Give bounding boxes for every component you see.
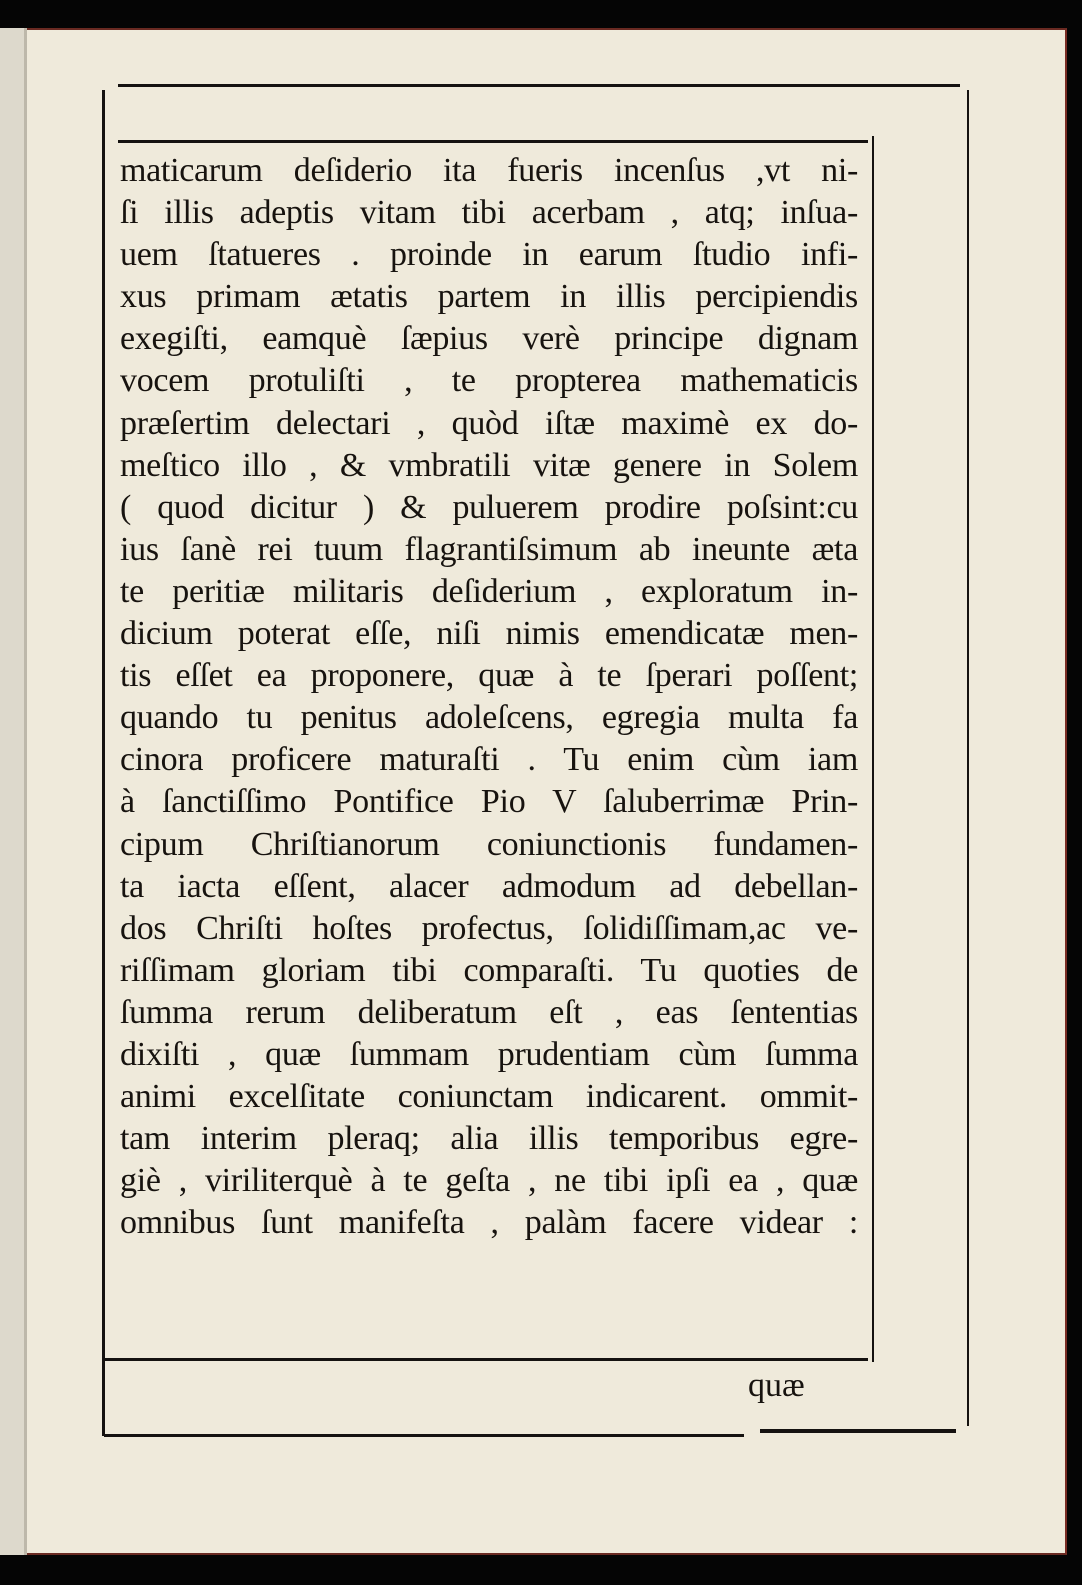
text-line: omnibus ſunt manifeſta , palàm facere videar : [120,1204,858,1242]
text-line: ius ſanè rei tuum flagrantiſsimum ab ineunte æta [120,530,858,568]
outer-frame-bottom-rule-right [760,1429,956,1433]
text-line: ( quod dicitur ) & puluerem prodire poſsint:cu [120,488,858,526]
text-line: præſertim delectari , quòd iſtæ maximè ex do- [120,404,858,442]
body-text [120,150,858,1244]
outer-frame-left-rule [102,90,105,1436]
text-line: meſtico illo , & vmbratili vitæ genere in Solem [120,446,858,484]
text-line: exegiſti, eamquè ſæpius verè principe dignam [120,320,858,358]
text-line: vocem protuliſti , te propterea mathematicis [120,362,858,400]
text-line: ta iacta eſſent, alacer admodum ad debellan- [120,867,858,905]
outer-frame-bottom-rule-left [104,1434,744,1437]
text-line: quando tu penitus adoleſcens, egregia multa fa [120,699,858,737]
text-line: dixiſti , quæ ſummam prudentiam cùm ſumma [120,1035,858,1073]
text-line: ſi illis adeptis vitam tibi acerbam , atq; inſua- [120,194,858,232]
book-gutter [0,28,24,1555]
text-line: dicium poterat eſſe, niſi nimis emendicatæ men- [120,615,858,653]
outer-frame-right-rule [967,90,969,1426]
outer-frame-top-rule [118,84,960,87]
text-line: dos Chriſti hoſtes profectus, ſolidiſſimam,ac ve- [120,909,858,947]
text-line: cipum Chriſtianorum coniunctionis fundamen- [120,825,858,863]
text-line: cinora proficere maturaſti . Tu enim cùm iam [120,741,858,779]
text-line: à ſanctiſſimo Pontifice Pio V ſaluberrimæ Prin- [120,783,858,821]
text-line: uem ſtatueres . proinde in earum ſtudio infi- [120,236,858,274]
inner-frame-bottom-rule [104,1358,868,1361]
text-line: maticarum deſiderio ita fueris incenſus ,vt ni- [120,152,858,189]
text-line: animi excelſitate coniunctam indicarent. ommit- [120,1078,858,1116]
text-line: riſſimam gloriam tibi comparaſti. Tu quoties de [120,951,858,989]
text-line: giè , viriliterquè à te geſta , ne tibi ipſi ea , quæ [120,1162,858,1200]
text-line: tis eſſet ea proponere, quæ à te ſperari poſſent; [120,657,858,695]
inner-frame-right-rule [872,136,874,1362]
catchword: quæ [748,1367,805,1404]
text-line: xus primam ætatis partem in illis percipiendis [120,278,858,316]
text-line: tam interim pleraq; alia illis temporibus egre- [120,1120,858,1158]
text-line: ſumma rerum deliberatum eſt , eas ſententias [120,993,858,1031]
text-line: te peritiæ militaris deſiderium , exploratum in- [120,572,858,610]
inner-frame-top-rule [118,140,868,143]
